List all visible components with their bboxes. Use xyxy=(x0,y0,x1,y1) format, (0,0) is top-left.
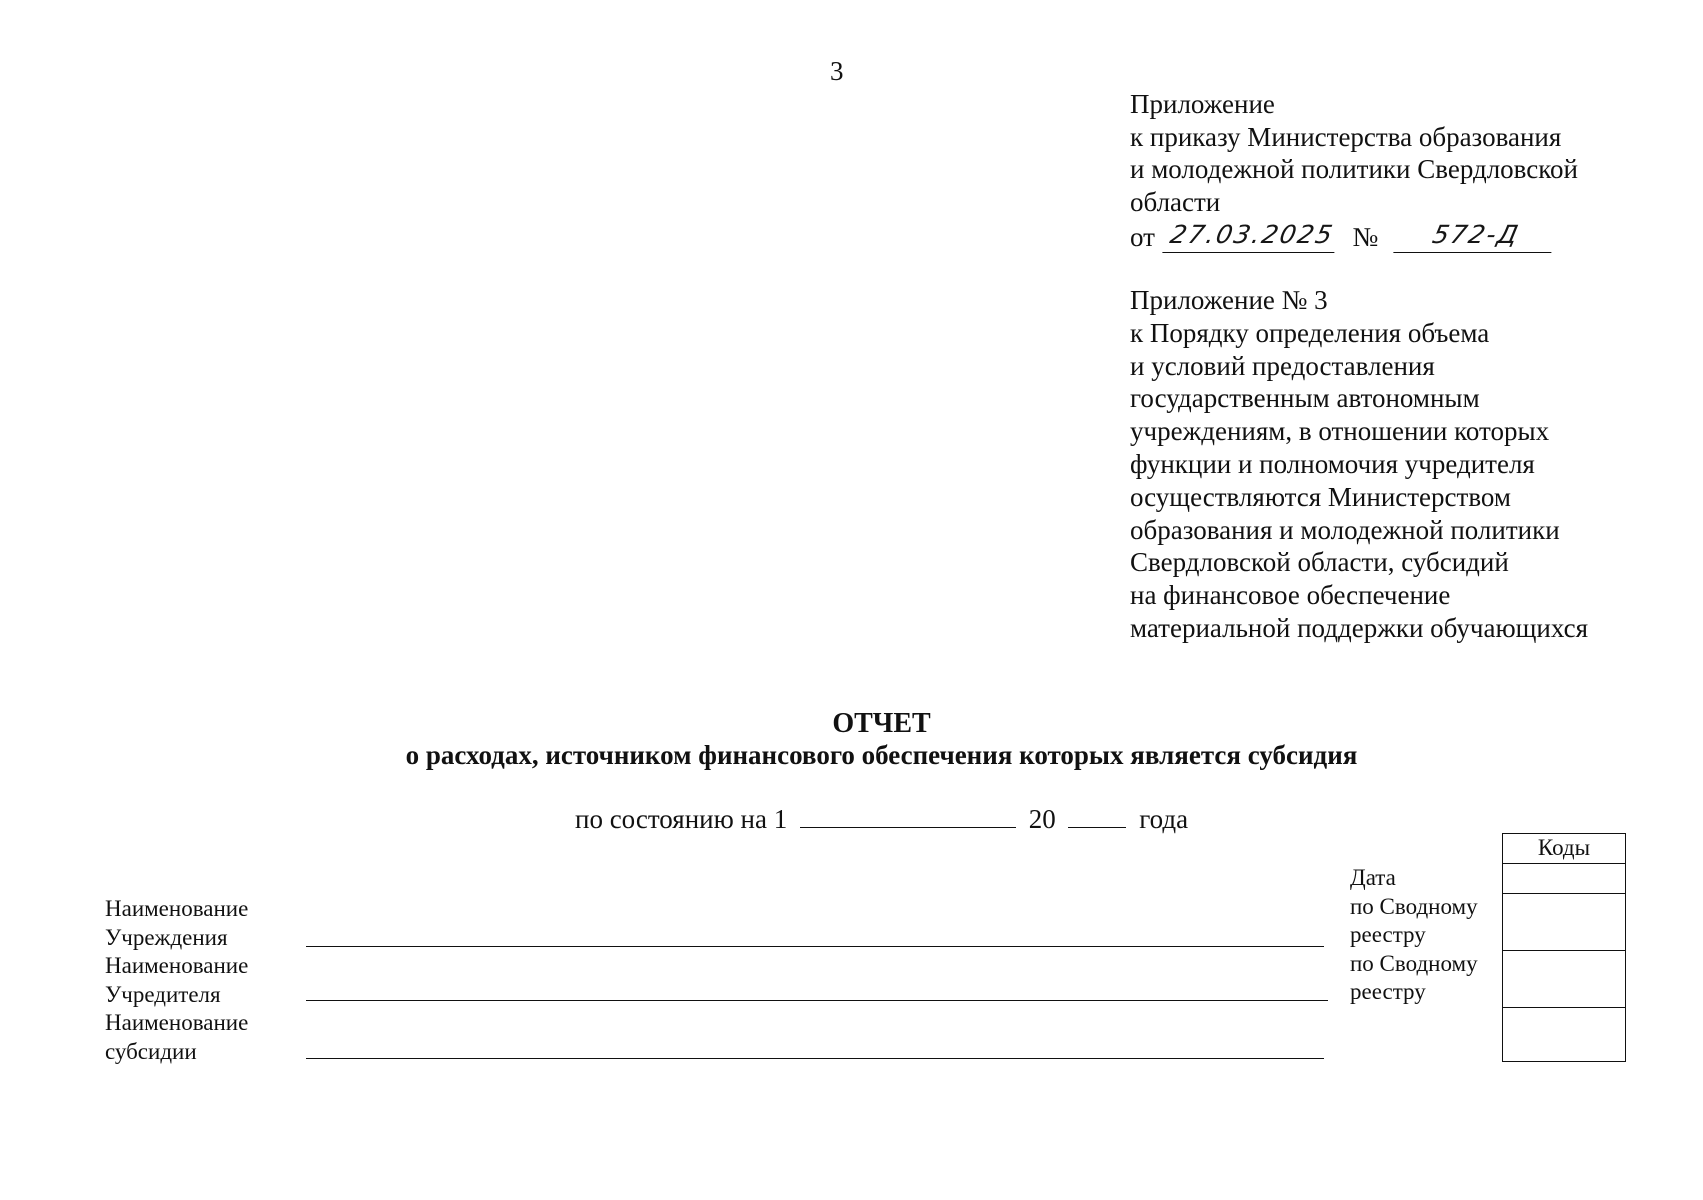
institution-label-line: Наименование xyxy=(105,896,249,921)
institution-name-line[interactable] xyxy=(306,946,1324,947)
subsidy-name-line[interactable] xyxy=(306,1058,1324,1059)
as-of-month-blank[interactable] xyxy=(800,803,1016,828)
as-of-suffix: года xyxy=(1139,804,1189,834)
order-date-handwritten: 27.03.2025 xyxy=(1162,218,1341,253)
codes-institution-registry-cell[interactable] xyxy=(1503,894,1625,951)
codes-header: Коды xyxy=(1503,834,1625,864)
annex-line: области xyxy=(1130,186,1221,217)
codes-row-labels xyxy=(1350,864,1478,1007)
order-number-handwritten: 572-Д xyxy=(1393,218,1558,253)
codes-date-cell[interactable] xyxy=(1503,864,1625,894)
page-number: 3 xyxy=(830,56,844,86)
institution-label xyxy=(105,895,248,952)
founder-label-line: Учредителя xyxy=(105,981,221,1007)
appendix-line: и условий предоставления xyxy=(1130,350,1435,381)
appendix-line: материальной поддержки обучающихся xyxy=(1130,612,1588,643)
appendix-line: государственным автономным xyxy=(1130,383,1480,414)
appendix-header xyxy=(1130,284,1588,645)
annex-line: и молодежной политики Свердловской xyxy=(1130,154,1578,184)
appendix-line: Свердловской области, субсидий xyxy=(1130,547,1509,578)
codes-table xyxy=(1502,833,1626,1062)
annex-line: Приложение xyxy=(1130,89,1275,119)
codes-founder-registry-cell[interactable] xyxy=(1503,951,1625,1008)
subsidy-label-line: Наименование xyxy=(105,1010,249,1035)
founder-label-line: Наименование xyxy=(105,953,249,978)
subsidy-label-line: субсидии xyxy=(105,1038,197,1064)
founder-name-line[interactable] xyxy=(306,1000,1328,1001)
order-number-sign: № xyxy=(1352,222,1379,252)
institution-label-line: Учреждения xyxy=(105,924,228,950)
date-label: Дата xyxy=(1350,865,1396,890)
registry-label-line: реестру xyxy=(1350,979,1426,1004)
report-title: ОТЧЕТ xyxy=(832,708,931,739)
annex-header xyxy=(1130,88,1578,218)
appendix-line: функции и полномочия учредителя xyxy=(1130,448,1535,479)
founder-label xyxy=(105,952,248,1009)
appendix-line: на финансовое обеспечение xyxy=(1130,580,1451,611)
codes-subsidy-cell[interactable] xyxy=(1503,1008,1625,1060)
as-of-prefix: по состоянию на 1 xyxy=(575,804,788,834)
report-as-of-line xyxy=(575,803,1188,835)
order-date-number xyxy=(1130,218,1555,254)
annex-line: к приказу Министерства образования xyxy=(1130,121,1562,152)
registry-label-line: по Сводному xyxy=(1350,950,1478,976)
appendix-line: Приложение № 3 xyxy=(1130,285,1328,315)
order-from-prefix: от xyxy=(1130,222,1155,252)
report-subtitle: о расходах, источником финансового обеспечения которых является субсидия xyxy=(405,740,1358,770)
appendix-line: образования и молодежной политики xyxy=(1130,514,1560,545)
registry-label-line: по Сводному xyxy=(1350,893,1478,919)
subsidy-label xyxy=(105,1009,248,1066)
appendix-line: учреждениям, в отношении которых xyxy=(1130,416,1550,447)
as-of-century: 20 xyxy=(1028,804,1056,834)
registry-label-line: реестру xyxy=(1350,922,1426,947)
appendix-line: к Порядку определения объема xyxy=(1130,317,1490,348)
as-of-year-blank[interactable] xyxy=(1068,803,1126,828)
appendix-line: осуществляются Министерством xyxy=(1130,481,1511,512)
